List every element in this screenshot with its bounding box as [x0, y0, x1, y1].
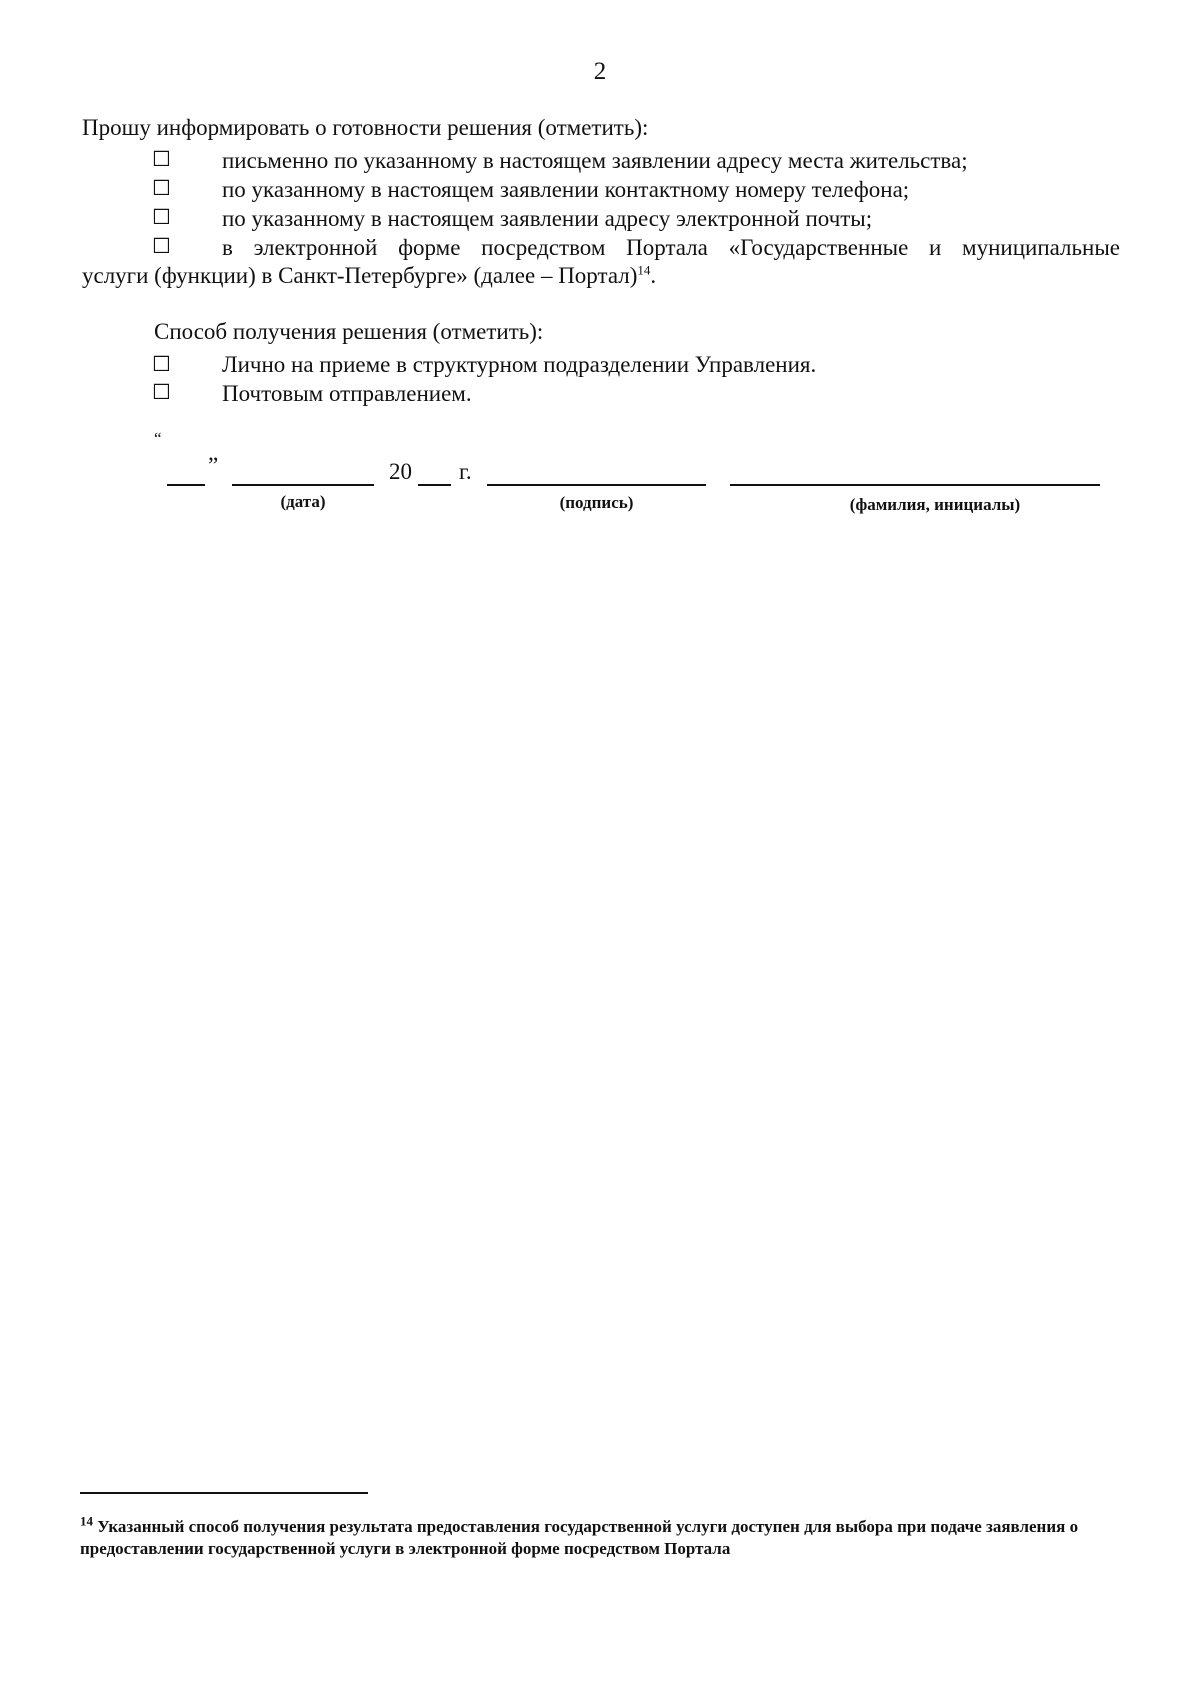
checkbox-inform-portal[interactable]: ☐ [152, 234, 171, 258]
caption-signature: (подпись) [559, 493, 634, 512]
year-prefix: 20 [389, 459, 412, 484]
year-suffix: г. [459, 459, 472, 484]
page-number: 2 [593, 58, 607, 85]
inform-option-email: по указанному в настоящем заявлении адресу электронной почты; [222, 206, 873, 231]
inform-option-portal: в электронной форме посредством Портала «Государственные и муниципальные [222, 235, 1120, 260]
receive-option-post: Почтовым отправлением. [222, 381, 472, 406]
footnote-ref[interactable]: 14 [637, 262, 651, 278]
caption-date: (дата) [280, 492, 326, 511]
receive-option-in-person: Лично на приеме в структурном подразделении Управления. [222, 352, 817, 377]
name-blank[interactable] [730, 484, 1100, 486]
inform-option-written: письменно по указанному в настоящем заявлении адресу места жительства; [222, 148, 968, 173]
quote-close: ” [208, 453, 219, 478]
portal-cont-end: . [650, 263, 657, 288]
checkbox-inform-written[interactable]: ☐ [152, 147, 171, 171]
year-blank[interactable] [418, 484, 451, 486]
day-blank[interactable] [167, 484, 205, 486]
signature-blank[interactable] [487, 484, 706, 486]
portal-cont-text: услуги (функции) в Санкт-Петербурге» (далее – Портал) [82, 263, 638, 288]
checkbox-inform-phone[interactable]: ☐ [152, 176, 171, 200]
receive-heading: Способ получения решения (отметить): [154, 319, 544, 344]
footnote-rule [80, 1492, 368, 1494]
checkbox-receive-post[interactable]: ☐ [152, 380, 171, 404]
inform-heading: Прошу информировать о готовности решения (отметить): [82, 115, 649, 140]
inform-option-portal-cont [82, 262, 656, 290]
footnote-marker: 14 [80, 1513, 93, 1529]
inform-option-phone: по указанному в настоящем заявлении контактному номеру телефона; [222, 177, 910, 202]
footnote [80, 1513, 1110, 1560]
checkbox-inform-email[interactable]: ☐ [152, 205, 171, 229]
quote-open: “ [154, 429, 162, 448]
month-blank[interactable] [232, 484, 374, 486]
footnote-text: Указанный способ получения результата предоставления государственной услуги доступен для выбора при подаче заявления о предоставлении государственной услуги в электронной форме посредством Портала [80, 1517, 1079, 1558]
caption-name: (фамилия, инициалы) [849, 495, 1021, 514]
checkbox-receive-in-person[interactable]: ☐ [152, 352, 171, 376]
